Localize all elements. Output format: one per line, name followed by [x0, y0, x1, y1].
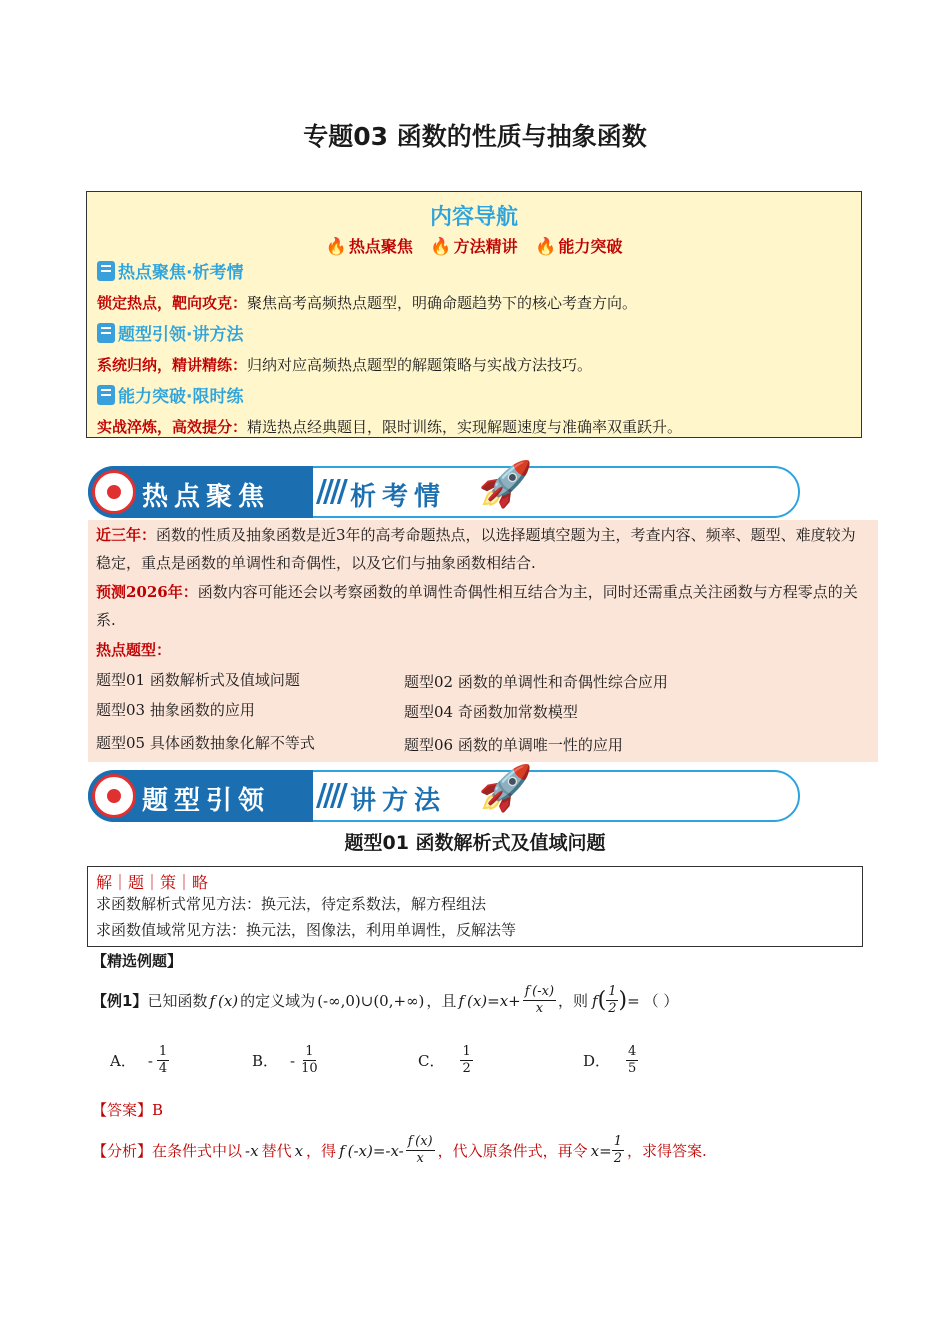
math-fx: f (x) [209, 991, 239, 1010]
slash-decoration: //// [316, 474, 344, 509]
rocket-icon: 🚀 [478, 459, 533, 510]
examples-label: 【精选例题】 [92, 952, 183, 970]
exam-analysis-box [88, 520, 878, 762]
nav-title: 内容导航 [429, 205, 518, 230]
nav-section-head: 能力突破·限时练 [97, 382, 243, 407]
math-f-half: f ( $\frac{1}{2}$ ) = [592, 984, 640, 1016]
hot-type-item: 题型05 具体函数抽象化解不等式 [96, 734, 315, 752]
rocket-icon: 🚀 [478, 763, 533, 814]
book-icon [97, 385, 115, 405]
math-derived: f (-x)=-x- $\frac{f (x)}{x}$ [339, 1134, 433, 1166]
target-icon [92, 774, 136, 818]
strategy-line: 求函数解析式常见方法：换元法，待定系数法，解方程组法 [96, 895, 487, 913]
strategy-line: 求函数值域常见方法：换元法，图像法，利用单调性，反解法等 [96, 921, 517, 939]
book-icon [97, 261, 115, 281]
slash-decoration: //// [316, 778, 344, 813]
nav-tag: 🔥 方法精讲 [430, 237, 518, 257]
nav-section-line: 锁定热点，靶向攻克：聚焦高考高频热点题型，明确命题趋势下的核心考查方向。 [97, 294, 638, 312]
prediction-paragraph: 预测2026年：函数内容可能还会以考察函数的单调性奇偶性相互结合为主，同时还需重点关注函数与方程零点的关系. [96, 583, 858, 629]
nav-section-head: 热点聚焦·析考情 [97, 258, 243, 283]
math-x: x [294, 1141, 304, 1160]
recent-years-paragraph: 近三年：函数的性质及抽象函数是近3年的高考命题热点，以选择题填空题为主，考查内容、频率、题型、难度较为稳定，重点是函数的单调性和奇偶性，以及它们与抽象函数相结合. [96, 526, 856, 572]
nav-tag: 🔥 热点聚焦 [325, 237, 413, 257]
banner-left-text: 热点聚焦 [142, 482, 271, 512]
nav-tags [87, 234, 861, 257]
option-c[interactable]: C． $\frac{1}{2}$ [418, 1044, 471, 1076]
content-navigation-box [86, 191, 862, 438]
page-title: 专题03 函数的性质与抽象函数 [303, 122, 647, 151]
hot-type-item: 题型06 函数的单调唯一性的应用 [404, 736, 623, 754]
option-b[interactable]: B． - $\frac{1}{10}$ [252, 1044, 318, 1076]
math-x-half: x= $\frac{1}{2}$ [590, 1134, 622, 1166]
strategy-head: 解｜题｜策｜略 [96, 873, 209, 892]
math-neg-x: -x [245, 1141, 259, 1160]
hot-type-item: 题型03 抽象函数的应用 [96, 701, 255, 719]
math-domain: (-∞,0)∪(0,+∞) [317, 991, 425, 1010]
target-icon [92, 470, 136, 514]
flame-icon: 🔥 [535, 237, 557, 257]
nav-section-head: 题型引领·讲方法 [97, 320, 243, 345]
analysis-1: 【分析】 在条件式中以 -x 替代 x ，得 f (-x)=-x- $\frac{f (x)}{x}$ ，代入原条件式，再令 x= $\frac{1}{2}$ ，求得答案. [92, 1134, 707, 1166]
hot-type-item: 题型04 奇函数加常数模型 [404, 703, 578, 721]
hot-type-item: 题型02 函数的单调性和奇偶性综合应用 [404, 673, 668, 691]
nav-section-line: 实战淬炼，高效提分：精选热点经典题目，限时训练，实现解题速度与准确率双重跃升。 [97, 418, 683, 436]
banner-right-text: 讲方法 [350, 786, 447, 816]
banner-hotspot [88, 459, 800, 518]
hot-type-item: 题型01 函数解析式及值域问题 [96, 671, 300, 689]
nav-section-line: 系统归纳，精讲精练：归纳对应高频热点题型的解题策略与实战方法技巧。 [97, 356, 593, 374]
option-d[interactable]: D． $\frac{4}{5}$ [583, 1044, 637, 1076]
section-title: 题型01 函数解析式及值域问题 [344, 832, 606, 854]
solving-strategy-box [87, 866, 863, 947]
flame-icon: 🔥 [430, 237, 452, 257]
answer: 【答案】B [92, 1101, 164, 1119]
banner-right-text: 析考情 [350, 482, 447, 512]
banner-left-text: 题型引领 [142, 786, 271, 816]
banner-methods [88, 763, 800, 822]
hot-types-label: 热点题型： [96, 641, 172, 659]
math-condition: f (x)=x+ $\frac{f (-x)}{x}$ [458, 984, 555, 1016]
option-a[interactable]: A． - $\frac{1}{4}$ [110, 1044, 168, 1076]
example-1: 【例1】 已知函数 f (x) 的定义域为 (-∞,0)∪(0,+∞) ，且 f (x)=x+ $\frac{f (-x)}{x}$ ，则 f ( $\frac{1}{2}$ ) = （ ） [92, 984, 679, 1016]
nav-tag: 🔥 能力突破 [535, 237, 623, 257]
flame-icon: 🔥 [325, 237, 347, 257]
book-icon [97, 323, 115, 343]
